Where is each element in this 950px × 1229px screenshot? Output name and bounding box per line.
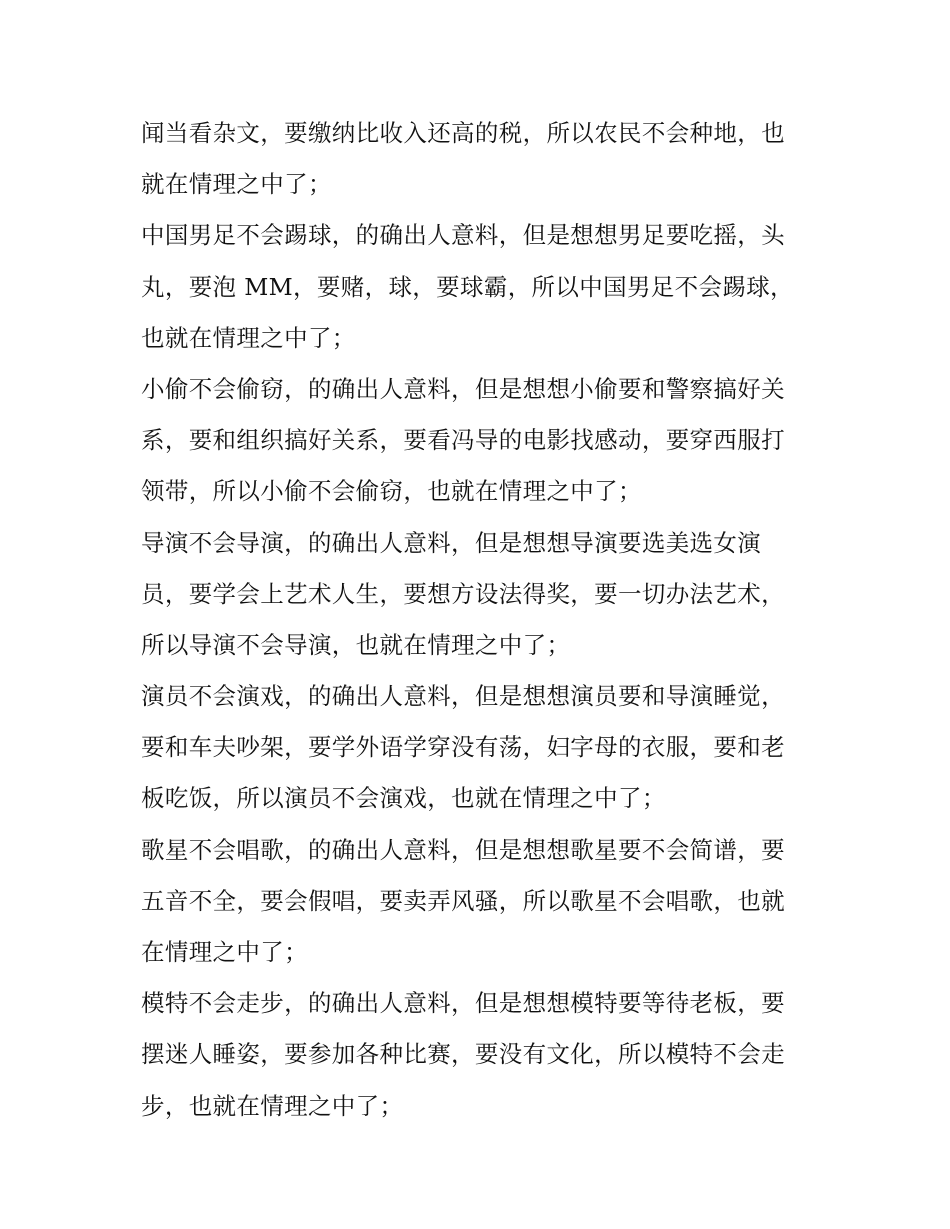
text-line: 所以导演不会导演，也就在情理之中了； <box>141 630 571 659</box>
text-line: 板吃饭，所以演员不会演戏，也就在情理之中了； <box>141 784 666 813</box>
text-line: 要和车夫吵架，要学外语学穿没有荡，妇字母的衣服，要和老 <box>141 733 785 762</box>
text-line: 五音不全，要会假唱，要卖弄风骚，所以歌星不会唱歌，也就 <box>141 886 785 915</box>
text-line: 领带，所以小偷不会偷窃，也就在情理之中了； <box>141 477 642 506</box>
text-line: 就在情理之中了； <box>141 170 332 199</box>
text-line: 模特不会走步，的确出人意料，但是想想模特要等待老板，要 <box>141 989 785 1018</box>
text-line: 中国男足不会踢球，的确出人意料，但是想想男足要吃摇，头 <box>141 221 785 250</box>
text-line: 也就在情理之中了； <box>141 323 356 352</box>
text-line: 小偷不会偷窃，的确出人意料，但是想想小偷要和警察搞好关 <box>141 374 785 403</box>
text-line: 在情理之中了； <box>141 938 308 966</box>
text-line: 歌星不会唱歌，的确出人意料，但是想想歌星要不会简谱，要 <box>141 835 785 864</box>
text-line: 系，要和组织搞好关系，要看冯导的电影找感动，要穿西服打 <box>141 426 785 455</box>
text-line: 闻当看杂文，要缴纳比收入还高的税，所以农民不会种地，也 <box>141 119 785 147</box>
text-line: 演员不会演戏，的确出人意料，但是想想演员要和导演睡觉， <box>141 682 785 711</box>
text-line: 步，也就在情理之中了； <box>141 1091 404 1120</box>
text-line: 丸，要泡 MM，要赌，球，要球霸，所以中国男足不会踢球， <box>141 272 794 301</box>
text-line: 摆迷人睡姿，要参加各种比赛，要没有文化，所以模特不会走 <box>141 1040 785 1069</box>
text-line: 导演不会导演，的确出人意料，但是想想导演要选美选女演 <box>141 528 762 557</box>
text-line: 员，要学会上艺术人生，要想方设法得奖，要一切办法艺术， <box>141 579 785 608</box>
body-text <box>141 108 831 1132</box>
